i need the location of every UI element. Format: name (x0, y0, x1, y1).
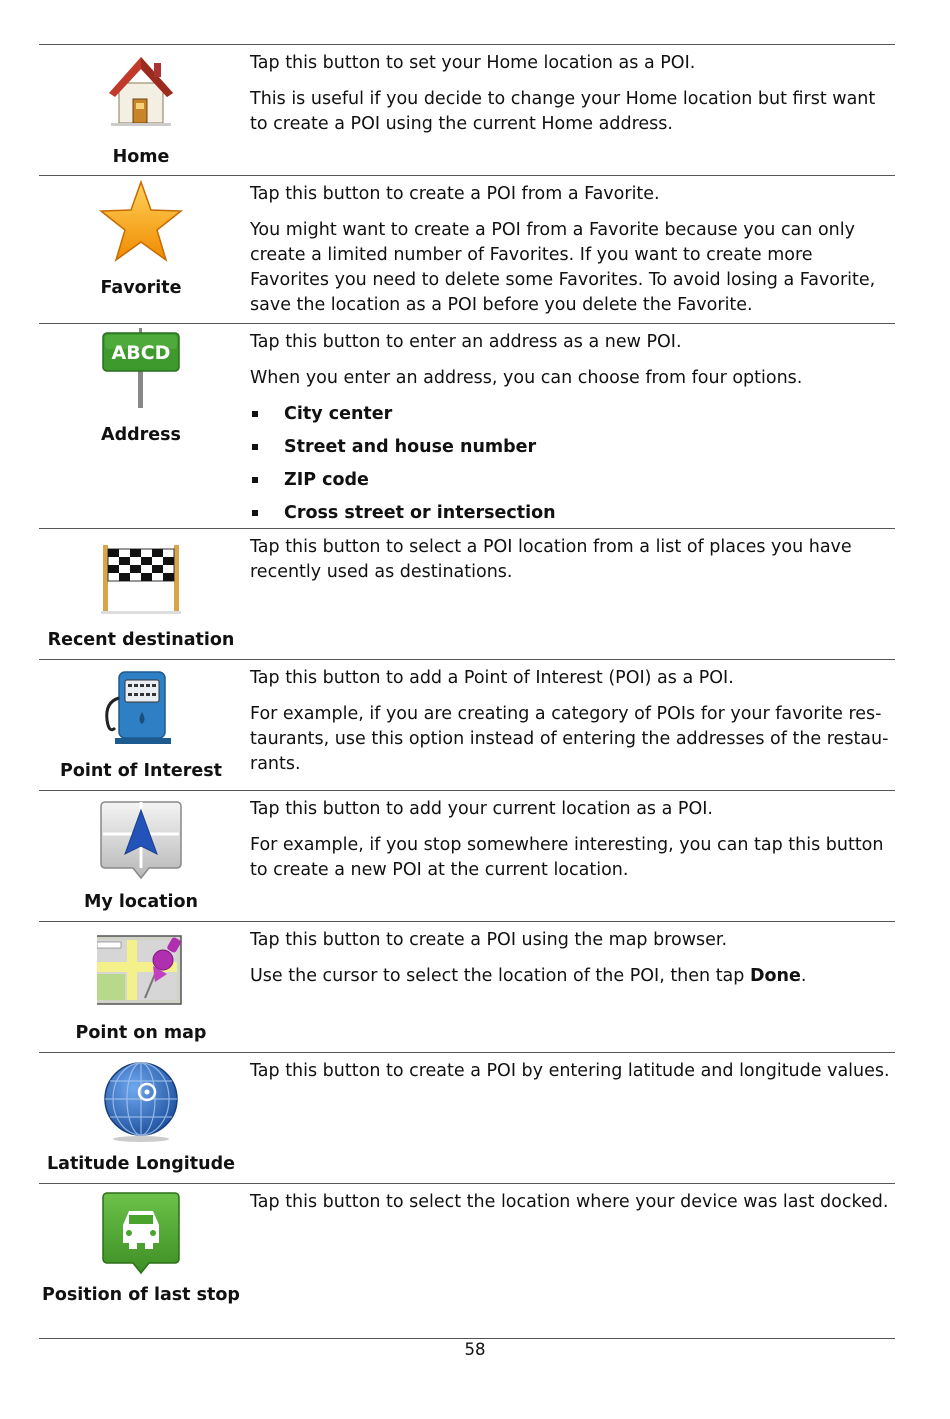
row-description (250, 928, 895, 1000)
row-label-cell (39, 791, 243, 921)
fuel-pump-icon (97, 668, 185, 756)
done-term: Done (749, 966, 801, 986)
home-icon (97, 49, 185, 137)
row-label-cell (39, 324, 243, 528)
description-paragraph: Tap this button to create a POI by entering latitude and longitude values. (250, 1061, 890, 1081)
row-description (250, 1059, 895, 1095)
description-paragraph: You might want to create a POI from a Favorite because you can only create a limited number of Favorites. If you want to create more Favorites you need to delete some Favorites. To avoid losing a Favorite, save the location as a POI before you delete the Favorite. (250, 220, 876, 315)
row-label-cell (39, 176, 243, 323)
row-label-cell (39, 922, 243, 1052)
row-description (250, 51, 895, 148)
row-label-cell (39, 660, 243, 790)
table-row (39, 528, 895, 659)
description-paragraph: Tap this button to enter an address as a new POI. (250, 332, 682, 352)
map-pin-icon (97, 930, 185, 1018)
description-paragraph: Tap this button to add a Point of Interest (POI) as a POI. (250, 668, 734, 688)
description-paragraph: Tap this button to create a POI using the map browser. (250, 930, 728, 950)
row-description (250, 666, 895, 788)
row-label: Position of last stop (42, 1285, 240, 1305)
description-paragraph: Tap this button to set your Home location as a POI. (250, 53, 696, 73)
description-paragraph: Tap this button to select a POI location from a list of places you have recently used as destinations. (250, 537, 852, 582)
address-options-list (250, 402, 895, 534)
parked-car-icon (97, 1189, 185, 1277)
row-label: Recent destination (47, 630, 235, 650)
row-label: Favorite (100, 278, 182, 298)
table-row (39, 323, 895, 528)
row-description (250, 330, 895, 534)
row-label-cell (39, 1184, 243, 1338)
description-paragraph: For example, if you stop somewhere interesting, you can tap this button to create a new POI at the current location. (250, 835, 884, 880)
table-row (39, 44, 895, 175)
row-label: Address (101, 425, 181, 445)
row-label-cell (39, 1053, 243, 1183)
table-row (39, 175, 895, 323)
list-item: Street and house number (250, 435, 895, 468)
description-paragraph: This is useful if you decide to change your Home location but first want to create a POI using the current Home address. (250, 89, 876, 134)
globe-icon (97, 1059, 185, 1147)
row-label: Point on map (75, 1023, 207, 1043)
list-item: ZIP code (250, 468, 895, 501)
row-label: Latitude Longitude (46, 1154, 235, 1174)
description-paragraph: Tap this button to select the location where your device was last docked. (250, 1192, 889, 1212)
star-icon (97, 178, 185, 266)
description-paragraph (250, 964, 895, 989)
table-row (39, 659, 895, 790)
page-number: 58 (464, 1340, 486, 1359)
description-paragraph: Tap this button to create a POI from a Favorite. (250, 184, 660, 204)
description-paragraph: For example, if you are creating a category of POIs for your favorite res-taurants, use this option instead of entering the addresses of the restau-rants. (250, 704, 889, 774)
row-description (250, 182, 895, 329)
description-paragraph: Tap this button to add your current location as a POI. (250, 799, 713, 819)
address-sign-icon (97, 328, 185, 416)
table-row (39, 921, 895, 1052)
list-item: City center (250, 402, 895, 435)
description-paragraph: When you enter an address, you can choose from four options. (250, 368, 803, 388)
row-description (250, 1190, 895, 1226)
location-arrow-icon (97, 796, 185, 884)
row-label-cell (39, 45, 243, 175)
address-sign-text: ABCD (111, 342, 171, 364)
row-description (250, 797, 895, 894)
row-label: Home (112, 147, 170, 167)
row-label-cell (39, 529, 243, 659)
row-label: My location (84, 892, 198, 912)
table-row (39, 790, 895, 921)
description-text: . (800, 966, 807, 986)
list-item: Cross street or intersection (250, 501, 895, 534)
row-label: Point of Interest (60, 761, 222, 781)
description-text: Use the cursor to select the location of the POI, then tap (250, 966, 750, 986)
table-row (39, 1052, 895, 1183)
checkered-flag-icon (97, 537, 185, 625)
row-description (250, 535, 895, 596)
poi-options-table (39, 44, 895, 1339)
table-row (39, 1183, 895, 1339)
